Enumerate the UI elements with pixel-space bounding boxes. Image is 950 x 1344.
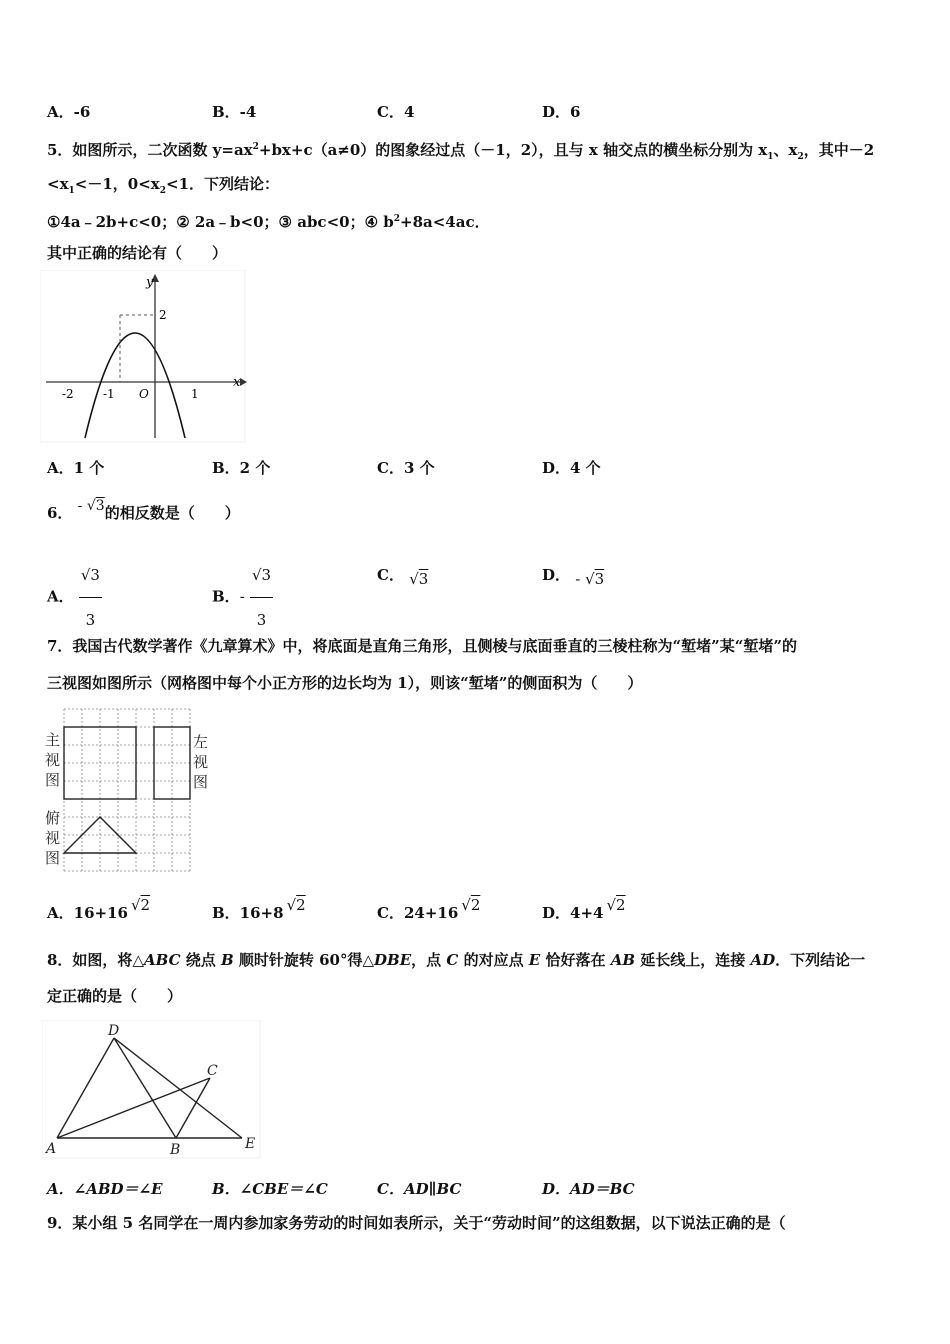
q6-option-a: A． $\frac{√3}{3}$ bbox=[47, 553, 102, 642]
q6-option-d: D． - √3 bbox=[542, 566, 605, 588]
grid-lines bbox=[64, 709, 190, 871]
label-a: A bbox=[46, 1141, 57, 1157]
label-b: B bbox=[170, 1142, 181, 1158]
svg-text:视: 视 bbox=[45, 829, 61, 847]
q5-option-a: A．1 个 bbox=[47, 459, 105, 477]
q5-line-4: 其中正确的结论有（ ） bbox=[47, 244, 228, 262]
q6-option-b: B．- $\frac{√3}{3}$ bbox=[212, 553, 273, 642]
label-c: C bbox=[207, 1063, 218, 1079]
svg-text:俯: 俯 bbox=[45, 809, 61, 827]
x-label: x bbox=[233, 375, 241, 390]
q5-line-3: ①4a﹣2b+c<0；② 2a﹣b<0；③ abc<0；④ $b^2+8a<4ac$． bbox=[47, 213, 490, 231]
origin-label: O bbox=[139, 387, 149, 401]
q8-line-2: 定正确的是（ ） bbox=[47, 987, 183, 1005]
q8-option-b: B．∠CBE＝∠C bbox=[212, 1180, 328, 1198]
tick-minus-1: -1 bbox=[103, 387, 115, 401]
q7-three-views-figure bbox=[42, 703, 217, 875]
q7-option-b: B．16+8 √2 bbox=[212, 896, 306, 922]
q8-line-1: 8．如图，将△ABC 绕点 B 顺时针旋转 60°得△DBE，点 C 的对应点 E 恰好落在 AB 延长线上，连接 AD．下列结论一 bbox=[47, 951, 866, 969]
svg-text:主: 主 bbox=[45, 731, 61, 749]
q4-option-c: C．4 bbox=[377, 103, 415, 121]
tick-minus-2: -2 bbox=[62, 387, 74, 401]
q5-option-d: D．4 个 bbox=[542, 459, 601, 477]
q4-option-a: A．-6 bbox=[47, 103, 91, 121]
svg-text:视: 视 bbox=[45, 751, 61, 769]
q5-parabola-graph bbox=[40, 270, 250, 445]
q7-option-d: D．4+4 √2 bbox=[542, 896, 626, 922]
q7-line-2: 三视图如图所示（网格图中每个小正方形的边长均为 1），则该“堑堵”的侧面积为（ ） bbox=[47, 674, 643, 692]
q9-line-1: 9．某小组 5 名同学在一周内参加家务劳动的时间如表所示，关于“劳动时间”的这组数据，以下说法正确的是（ bbox=[47, 1214, 786, 1232]
q4-option-d: D．6 bbox=[542, 103, 581, 121]
q7-option-c: C．24+16 √2 bbox=[377, 896, 481, 922]
label-d: D bbox=[108, 1023, 120, 1039]
svg-text:视: 视 bbox=[193, 753, 209, 771]
q6-stem: 6． - √3的相反数是（ ） bbox=[47, 498, 240, 522]
svg-text:左: 左 bbox=[193, 733, 209, 751]
svg-text:图: 图 bbox=[193, 773, 209, 791]
svg-text:图: 图 bbox=[45, 849, 61, 867]
q7-option-a: A．16+16 √2 bbox=[47, 896, 151, 922]
q6-expression: - √3 bbox=[77, 498, 105, 514]
q8-option-d: D．AD＝BC bbox=[542, 1180, 635, 1198]
q7-line-1: 7．我国古代数学著作《九章算术》中，将底面是直角三角形，且侧棱与底面垂直的三棱柱称为“堑堵”某“堑堵”的 bbox=[47, 637, 797, 655]
q4-option-b: B．-4 bbox=[212, 103, 257, 121]
label-e: E bbox=[245, 1136, 256, 1152]
q5-line-2: $<x_1<-1$，$0<x_2<1$．下列结论： bbox=[47, 175, 280, 196]
q8-triangle-figure bbox=[42, 1020, 262, 1160]
q8-option-c: C．AD∥BC bbox=[377, 1180, 462, 1198]
q8-option-a: A．∠ABD＝∠E bbox=[47, 1180, 163, 1198]
value-2-label: 2 bbox=[159, 308, 167, 322]
tick-1: 1 bbox=[191, 387, 199, 401]
q5-line-1: 5．如图所示，二次函数 $y=ax^2+bx+c(a\ne 0)$的图象经过点（－1，2），且与 x 轴交点的横坐标分别为 $x_1$、$x_2$，其中－2 bbox=[47, 141, 875, 162]
q5-option-c: C．3 个 bbox=[377, 459, 435, 477]
q5-option-b: B．2 个 bbox=[212, 459, 271, 477]
svg-text:图: 图 bbox=[45, 771, 61, 789]
q6-option-c: C． √3 bbox=[377, 566, 429, 588]
y-label: y bbox=[146, 275, 154, 290]
